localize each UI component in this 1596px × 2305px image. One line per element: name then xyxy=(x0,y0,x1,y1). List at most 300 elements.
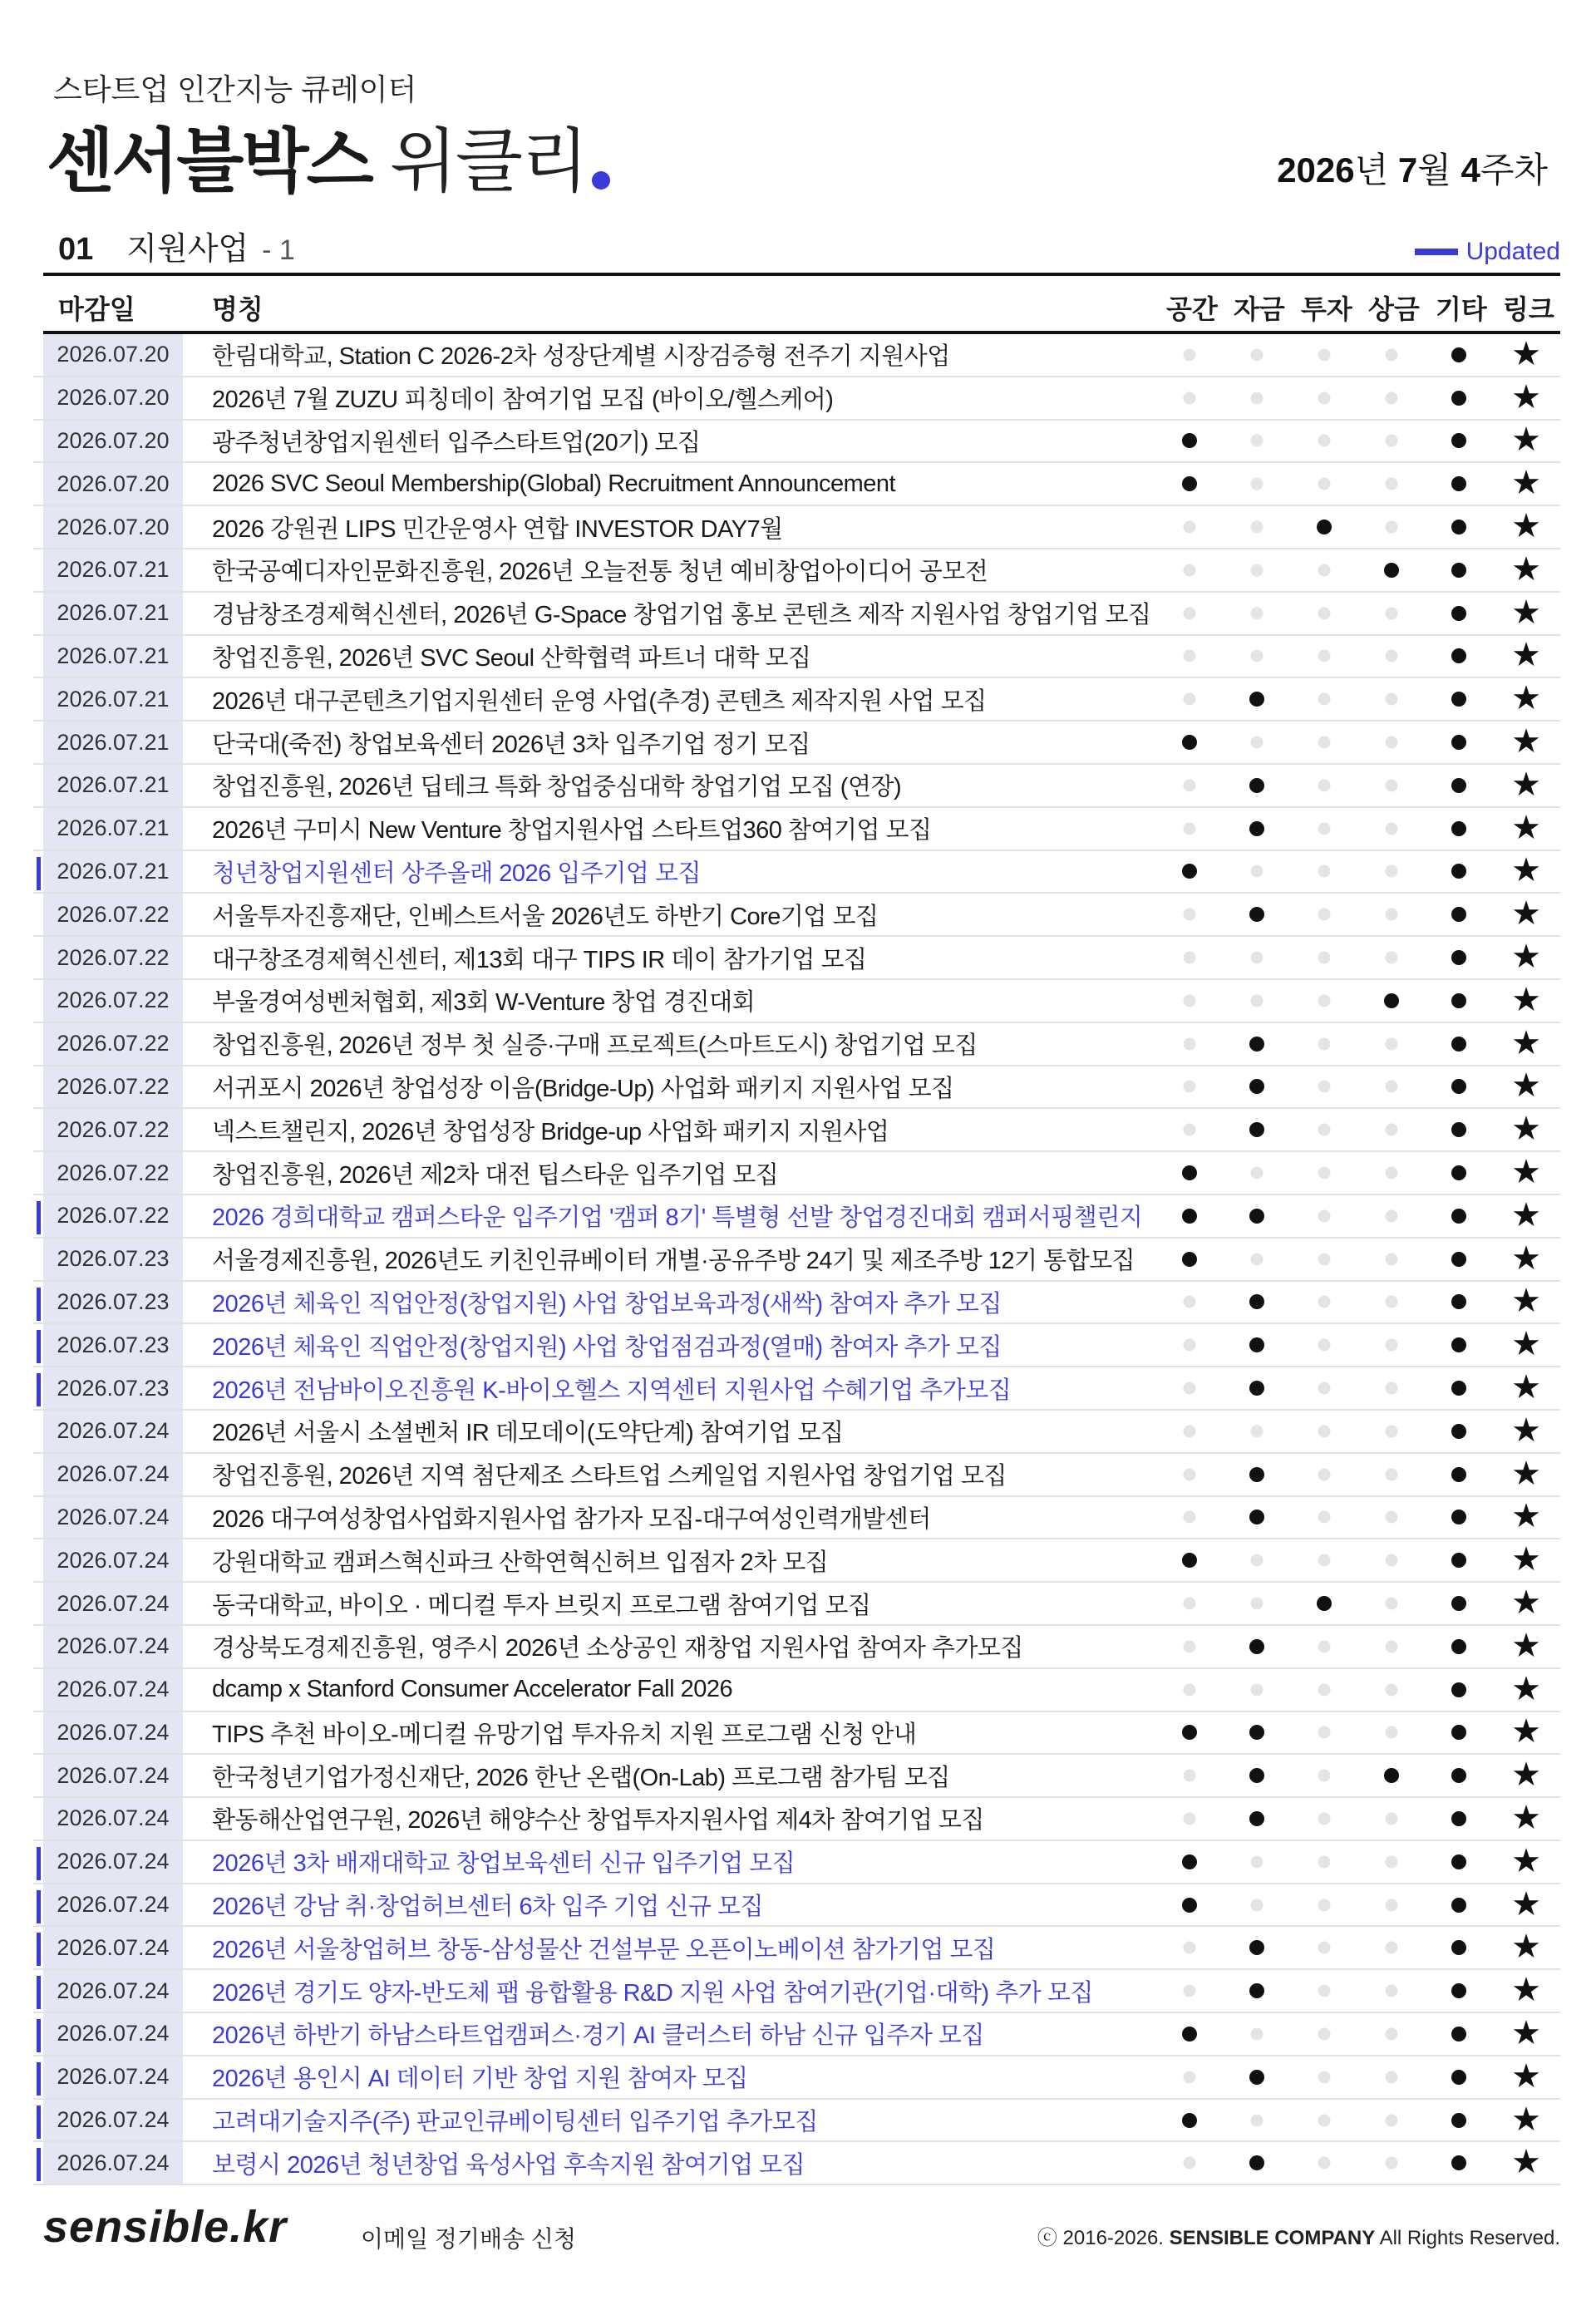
fund-flag-dot-icon xyxy=(1249,2155,1264,2170)
table-row[interactable] xyxy=(33,1023,1560,1066)
col-space: 공간 xyxy=(1166,294,1218,324)
invest-flag-dot-icon xyxy=(1318,1253,1331,1265)
table-row[interactable] xyxy=(33,1927,1560,1970)
table-row[interactable] xyxy=(33,1755,1560,1798)
deadline-cell: 2026.07.24 xyxy=(43,1755,183,1796)
updated-legend-label: Updated xyxy=(1465,238,1560,265)
link-star-icon[interactable]: ★ xyxy=(1511,1239,1541,1277)
link-star-icon[interactable]: ★ xyxy=(1511,1067,1541,1105)
table-row[interactable] xyxy=(33,2013,1560,2056)
invest-flag-dot-icon xyxy=(1318,1683,1331,1696)
table-row[interactable] xyxy=(33,937,1560,980)
table-row[interactable] xyxy=(33,1239,1560,1282)
fund-flag-dot-icon xyxy=(1251,1253,1264,1265)
week-year-suffix: 년 xyxy=(1354,150,1398,190)
fund-flag-dot-icon xyxy=(1249,2070,1264,2085)
prize-flag-dot-icon xyxy=(1386,2114,1398,2126)
link-star-icon[interactable]: ★ xyxy=(1511,1713,1541,1751)
prize-flag-dot-icon xyxy=(1386,693,1398,706)
deadline-cell: 2026.07.24 xyxy=(43,1497,183,1539)
etc-flag-dot-icon xyxy=(1451,778,1466,793)
space-flag-dot-icon xyxy=(1184,822,1196,835)
program-name[interactable]: 2026년 7월 ZUZU 피칭데이 참여기업 모집 (바이오/헬스케어) xyxy=(212,387,834,414)
invest-flag-dot-icon xyxy=(1318,1942,1331,1954)
invest-flag-dot-icon xyxy=(1318,348,1331,361)
fund-flag-dot-icon xyxy=(1249,778,1264,793)
etc-flag-dot-icon xyxy=(1451,2155,1466,2170)
table-row[interactable] xyxy=(33,980,1560,1023)
copyright-prefix: ⓒ 2016-2026. xyxy=(1037,2227,1164,2249)
invest-flag-dot-icon xyxy=(1318,1425,1331,1437)
link-star-icon[interactable]: ★ xyxy=(1511,378,1541,416)
link-star-icon[interactable]: ★ xyxy=(1511,1455,1541,1492)
space-flag-dot-icon xyxy=(1184,392,1196,404)
space-flag-dot-icon xyxy=(1184,1598,1196,1610)
etc-flag-dot-icon xyxy=(1451,1768,1466,1783)
invest-flag-dot-icon xyxy=(1318,1899,1331,1911)
issue-week xyxy=(1277,143,1548,193)
prize-flag-dot-icon xyxy=(1386,952,1398,964)
table-top-rule xyxy=(43,273,1560,276)
space-flag-dot-icon xyxy=(1184,1425,1196,1437)
link-star-icon[interactable]: ★ xyxy=(1511,508,1541,545)
prize-flag-dot-icon xyxy=(1386,1081,1398,1093)
link-star-icon[interactable]: ★ xyxy=(1511,680,1541,717)
table-row[interactable] xyxy=(33,421,1560,464)
table-row[interactable] xyxy=(33,1324,1560,1367)
deadline-cell: 2026.07.24 xyxy=(43,2013,183,2055)
fund-flag-dot-icon xyxy=(1251,435,1264,447)
deadline-cell: 2026.07.21 xyxy=(43,765,183,806)
fund-flag-dot-icon xyxy=(1249,1079,1264,1094)
space-flag-dot-icon xyxy=(1184,348,1196,361)
space-flag-dot-icon xyxy=(1182,864,1197,879)
link-star-icon[interactable]: ★ xyxy=(1511,1412,1541,1450)
prize-flag-dot-icon xyxy=(1386,1468,1398,1480)
space-flag-dot-icon xyxy=(1184,2071,1196,2083)
prize-flag-dot-icon xyxy=(1386,1167,1398,1180)
table-row[interactable] xyxy=(33,722,1560,765)
etc-flag-dot-icon xyxy=(1451,1940,1466,1955)
program-name[interactable]: 2026 대구여성창업사업화지원사업 참가자 모집-대구여성인력개발센터 xyxy=(212,1505,931,1533)
link-star-icon[interactable]: ★ xyxy=(1511,1541,1541,1579)
table-row[interactable] xyxy=(33,1626,1560,1669)
space-flag-dot-icon xyxy=(1184,1942,1196,1954)
table-row[interactable] xyxy=(33,1411,1560,1454)
table-row[interactable] xyxy=(33,1884,1560,1928)
program-name[interactable]: 2026년 3차 배재대학교 창업보육센터 신규 입주기업 모집 xyxy=(212,1850,796,1878)
link-star-icon[interactable]: ★ xyxy=(1511,637,1541,674)
etc-flag-dot-icon xyxy=(1451,821,1466,836)
link-star-icon[interactable]: ★ xyxy=(1511,1283,1541,1320)
table-row[interactable] xyxy=(33,1669,1560,1712)
invest-flag-dot-icon xyxy=(1317,520,1332,534)
program-name[interactable]: 단국대(죽전) 창업보육센터 2026년 3차 입주기업 정기 모집 xyxy=(212,731,810,758)
link-star-icon[interactable]: ★ xyxy=(1511,2015,1541,2052)
link-star-icon[interactable]: ★ xyxy=(1511,1972,1541,2009)
link-star-icon[interactable]: ★ xyxy=(1511,1842,1541,1879)
deadline-cell: 2026.07.21 xyxy=(43,808,183,850)
invest-flag-dot-icon xyxy=(1317,1596,1332,1611)
table-row[interactable] xyxy=(33,1152,1560,1195)
fund-flag-dot-icon xyxy=(1251,1598,1264,1610)
link-star-icon[interactable]: ★ xyxy=(1511,465,1541,502)
program-name[interactable]: 창업진흥원, 2026년 딥테크 특화 창업중심대학 창업기업 모집 (연장) xyxy=(212,774,902,801)
table-row[interactable] xyxy=(33,1583,1560,1626)
prize-flag-dot-icon xyxy=(1386,1985,1398,1997)
prize-flag-dot-icon xyxy=(1386,1812,1398,1825)
link-star-icon[interactable]: ★ xyxy=(1511,1326,1541,1363)
col-etc: 기타 xyxy=(1436,294,1487,324)
fund-flag-dot-icon xyxy=(1251,865,1264,878)
prize-flag-dot-icon xyxy=(1386,1382,1398,1395)
link-star-icon[interactable]: ★ xyxy=(1511,938,1541,976)
prize-flag-dot-icon xyxy=(1386,392,1398,404)
link-star-icon[interactable]: ★ xyxy=(1511,593,1541,631)
col-deadline: 마감일 xyxy=(58,294,135,324)
program-name[interactable]: 2026년 용인시 AI 데이터 기반 창업 지원 참여자 모집 xyxy=(212,2066,748,2093)
etc-flag-dot-icon xyxy=(1451,520,1466,534)
etc-flag-dot-icon xyxy=(1451,1037,1466,1052)
prize-flag-dot-icon xyxy=(1384,993,1399,1008)
program-name[interactable]: 서귀포시 2026년 창업성장 이음(Bridge-Up) 사업화 패키지 지원사업 모집 xyxy=(212,1075,954,1102)
program-name[interactable]: 2026 경희대학교 캠퍼스타운 입주기업 '캠퍼 8기' 특별형 선발 창업경진대회 캠퍼서핑챌린지 xyxy=(212,1204,1143,1232)
fund-flag-dot-icon xyxy=(1251,521,1264,534)
table-row[interactable] xyxy=(33,2100,1560,2143)
link-star-icon[interactable]: ★ xyxy=(1511,2057,1541,2095)
week-month: 7 xyxy=(1397,150,1418,190)
etc-flag-dot-icon xyxy=(1451,1639,1466,1654)
program-name[interactable]: 한림대학교, Station C 2026-2차 성장단계별 시장검증형 전주기 지원사업 xyxy=(212,343,950,371)
col-link: 링크 xyxy=(1503,294,1554,324)
program-name[interactable]: 환동해산업연구원, 2026년 해양수산 창업투자지원사업 제4차 참여기업 모집 xyxy=(212,1807,984,1835)
table-row[interactable] xyxy=(33,2142,1560,2185)
table-row[interactable] xyxy=(33,808,1560,851)
invest-flag-dot-icon xyxy=(1318,994,1331,1007)
program-name[interactable]: 서울경제진흥원, 2026년도 키친인큐베이터 개별·공유주방 24기 및 제조주방 12기 통합모집 xyxy=(212,1248,1135,1275)
link-star-icon[interactable]: ★ xyxy=(1511,2101,1541,2138)
fund-flag-dot-icon xyxy=(1249,1510,1264,1524)
link-star-icon[interactable]: ★ xyxy=(1511,421,1541,459)
table-row[interactable] xyxy=(33,1282,1560,1325)
etc-flag-dot-icon xyxy=(1451,1165,1466,1180)
invest-flag-dot-icon xyxy=(1318,1124,1331,1136)
fund-flag-dot-icon xyxy=(1251,392,1264,404)
table-row[interactable] xyxy=(33,549,1560,593)
etc-flag-dot-icon xyxy=(1451,1983,1466,1998)
deadline-cell: 2026.07.22 xyxy=(43,937,183,978)
table-row[interactable] xyxy=(33,1798,1560,1841)
prize-flag-dot-icon xyxy=(1386,1554,1398,1567)
etc-flag-dot-icon xyxy=(1451,1381,1466,1396)
etc-flag-dot-icon xyxy=(1451,1252,1466,1267)
fund-flag-dot-icon xyxy=(1249,1983,1264,1998)
prize-flag-dot-icon xyxy=(1386,909,1398,921)
program-name[interactable]: 2026년 강남 취·창업허브센터 6차 입주 기업 신규 모집 xyxy=(212,1894,763,1921)
program-name[interactable]: 2026 강원권 LIPS 민간운영사 연합 INVESTOR DAY7월 xyxy=(212,515,783,543)
prize-flag-dot-icon xyxy=(1386,822,1398,835)
fund-flag-dot-icon xyxy=(1249,1337,1264,1352)
space-flag-dot-icon xyxy=(1184,1511,1196,1524)
space-flag-dot-icon xyxy=(1184,1037,1196,1050)
table-row[interactable] xyxy=(33,377,1560,421)
deadline-cell: 2026.07.22 xyxy=(43,894,183,935)
fund-flag-dot-icon xyxy=(1251,994,1264,1007)
deadline-cell: 2026.07.22 xyxy=(43,1152,183,1194)
link-star-icon[interactable]: ★ xyxy=(1511,1627,1541,1664)
fund-flag-dot-icon xyxy=(1249,1294,1264,1309)
col-name: 명칭 xyxy=(212,294,264,324)
fund-flag-dot-icon xyxy=(1251,952,1264,964)
prize-flag-dot-icon xyxy=(1386,1640,1398,1652)
etc-flag-dot-icon xyxy=(1451,391,1466,406)
program-name[interactable]: 2026년 전남바이오진흥원 K-바이오헬스 지역센터 지원사업 수혜기업 추가모집 xyxy=(212,1377,1012,1404)
etc-flag-dot-icon xyxy=(1451,692,1466,707)
program-name[interactable]: 경남창조경제혁신센터, 2026년 G-Space 창업기업 홍보 콘텐츠 제작 지원사업 창업기업 모집 xyxy=(212,602,1151,629)
table-row[interactable] xyxy=(33,636,1560,679)
program-name[interactable]: dcamp x Stanford Consumer Accelerator Fall 2026 xyxy=(212,1676,733,1703)
prize-flag-dot-icon xyxy=(1386,1209,1398,1222)
updated-legend xyxy=(1415,238,1560,266)
program-name[interactable]: 고려대기술지주(주) 판교인큐베이팅센터 입주기업 추가모집 xyxy=(212,2109,818,2136)
program-name[interactable]: 넥스트챌린지, 2026년 창업성장 Bridge-up 사업화 패키지 지원사업 xyxy=(212,1118,889,1145)
program-name[interactable]: 강원대학교 캠퍼스혁신파크 산학연혁신허브 입점자 2차 모집 xyxy=(212,1549,829,1576)
fund-flag-dot-icon xyxy=(1249,1122,1264,1137)
space-flag-dot-icon xyxy=(1184,1382,1196,1395)
space-flag-dot-icon xyxy=(1184,1683,1196,1696)
link-star-icon[interactable]: ★ xyxy=(1511,1024,1541,1061)
program-name[interactable]: 2026년 서울창업허브 창동-삼성물산 건설부문 오픈이노베이션 참가기업 모집 xyxy=(212,1936,996,1963)
link-star-icon[interactable]: ★ xyxy=(1511,1800,1541,1837)
fund-flag-dot-icon xyxy=(1249,1725,1264,1740)
space-flag-dot-icon xyxy=(1182,433,1197,448)
subscribe-link[interactable]: 이메일 정기배송 신청 xyxy=(361,2226,576,2252)
link-star-icon[interactable]: ★ xyxy=(1511,1498,1541,1535)
link-star-icon[interactable]: ★ xyxy=(1511,1885,1541,1923)
etc-flag-dot-icon xyxy=(1451,1510,1466,1524)
prize-flag-dot-icon xyxy=(1386,478,1398,490)
table-row[interactable] xyxy=(33,506,1560,549)
table-row[interactable] xyxy=(33,1367,1560,1411)
program-name[interactable]: 2026 SVC Seoul Membership(Global) Recruitment Announcement xyxy=(212,470,896,497)
fund-flag-dot-icon xyxy=(1251,2027,1264,2040)
table-row[interactable] xyxy=(33,1066,1560,1110)
table-row[interactable] xyxy=(33,334,1560,377)
section-title: 지원사업 xyxy=(126,232,249,267)
fund-flag-dot-icon xyxy=(1251,607,1264,619)
col-invest: 투자 xyxy=(1301,294,1352,324)
prize-flag-dot-icon xyxy=(1386,607,1398,619)
table-row[interactable] xyxy=(33,463,1560,506)
link-star-icon[interactable]: ★ xyxy=(1511,336,1541,373)
space-flag-dot-icon xyxy=(1184,1468,1196,1480)
deadline-cell: 2026.07.24 xyxy=(43,1798,183,1840)
deadline-cell: 2026.07.24 xyxy=(43,1411,183,1452)
invest-flag-dot-icon xyxy=(1318,736,1331,749)
deadline-cell: 2026.07.24 xyxy=(43,1712,183,1754)
etc-flag-dot-icon xyxy=(1451,1725,1466,1740)
prize-flag-dot-icon xyxy=(1386,1683,1398,1696)
table-row[interactable] xyxy=(33,1195,1560,1239)
program-name[interactable]: 보령시 2026년 청년창업 육성사업 후속지원 참여기업 모집 xyxy=(212,2151,805,2179)
link-star-icon[interactable]: ★ xyxy=(1511,1111,1541,1148)
link-star-icon[interactable]: ★ xyxy=(1511,551,1541,589)
invest-flag-dot-icon xyxy=(1318,1037,1331,1050)
table-row[interactable] xyxy=(33,1539,1560,1583)
program-name[interactable]: 창업진흥원, 2026년 제2차 대전 팁스타운 입주기업 모집 xyxy=(212,1161,779,1189)
table-row[interactable] xyxy=(33,1970,1560,2013)
program-name[interactable]: 동국대학교, 바이오 · 메디컬 투자 브릿지 프로그램 참여기업 모집 xyxy=(212,1592,871,1619)
link-star-icon[interactable]: ★ xyxy=(1511,1197,1541,1234)
deadline-cell: 2026.07.22 xyxy=(43,1109,183,1150)
program-name[interactable]: 경상북도경제진흥원, 영주시 2026년 소상공인 재창업 지원사업 참여자 추가모집 xyxy=(212,1635,1023,1662)
program-name[interactable]: 창업진흥원, 2026년 지역 첨단제조 스타트업 스케일업 지원사업 창업기업 모집 xyxy=(212,1463,1007,1490)
deadline-cell: 2026.07.22 xyxy=(43,1023,183,1065)
fund-flag-dot-icon xyxy=(1251,564,1264,576)
program-name[interactable]: 2026년 구미시 New Venture 창업지원사업 스타트업360 참여기업 모집 xyxy=(212,817,932,845)
space-flag-dot-icon xyxy=(1182,1252,1197,1267)
deadline-cell: 2026.07.20 xyxy=(43,463,183,505)
table-row[interactable] xyxy=(33,1454,1560,1497)
program-name[interactable]: 2026년 하반기 하남스타트업캠퍼스·경기 AI 클러스터 하남 신규 입주자 모집 xyxy=(212,2022,984,2050)
link-star-icon[interactable]: ★ xyxy=(1511,1928,1541,1966)
fund-flag-dot-icon xyxy=(1251,2114,1264,2126)
table-row[interactable] xyxy=(33,1841,1560,1884)
program-name[interactable]: 2026년 체육인 직업안정(창업지원) 사업 창업보육과정(새싹) 참여자 추가 모집 xyxy=(212,1290,1002,1317)
invest-flag-dot-icon xyxy=(1318,478,1331,490)
etc-flag-dot-icon xyxy=(1451,1467,1466,1482)
link-star-icon[interactable]: ★ xyxy=(1511,1756,1541,1794)
program-name[interactable]: 창업진흥원, 2026년 SVC Seoul 산학협력 파트너 대학 모집 xyxy=(212,644,811,672)
etc-flag-dot-icon xyxy=(1451,950,1466,965)
invest-flag-dot-icon xyxy=(1318,1339,1331,1352)
etc-flag-dot-icon xyxy=(1451,907,1466,922)
etc-flag-dot-icon xyxy=(1451,1682,1466,1697)
invest-flag-dot-icon xyxy=(1318,1382,1331,1395)
etc-flag-dot-icon xyxy=(1451,1294,1466,1309)
prize-flag-dot-icon xyxy=(1386,779,1398,791)
fund-flag-dot-icon xyxy=(1251,1899,1264,1911)
link-star-icon[interactable]: ★ xyxy=(1511,1369,1541,1406)
table-row[interactable] xyxy=(33,1497,1560,1540)
deadline-cell: 2026.07.20 xyxy=(43,421,183,462)
tagline: 스타트업 인간지능 큐레이터 xyxy=(53,72,417,106)
etc-flag-dot-icon xyxy=(1451,1122,1466,1137)
prize-flag-dot-icon xyxy=(1386,1339,1398,1352)
invest-flag-dot-icon xyxy=(1318,435,1331,447)
link-star-icon[interactable]: ★ xyxy=(1511,1584,1541,1622)
brand-main: 센서블박스 xyxy=(47,122,372,200)
invest-flag-dot-icon xyxy=(1318,909,1331,921)
deadline-cell: 2026.07.23 xyxy=(43,1324,183,1366)
link-star-icon[interactable]: ★ xyxy=(1511,766,1541,804)
program-name[interactable]: 2026년 서울시 소셜벤처 IR 데모데이(도약단계) 참여기업 모집 xyxy=(212,1420,844,1447)
invest-flag-dot-icon xyxy=(1318,693,1331,706)
table-row[interactable] xyxy=(33,765,1560,808)
table-row[interactable] xyxy=(33,1109,1560,1152)
invest-flag-dot-icon xyxy=(1318,1985,1331,1997)
etc-flag-dot-icon xyxy=(1451,2113,1466,2128)
link-star-icon[interactable]: ★ xyxy=(1511,723,1541,761)
prize-flag-dot-icon xyxy=(1386,1942,1398,1954)
etc-flag-dot-icon xyxy=(1451,1811,1466,1826)
program-name[interactable]: 2026년 경기도 양자-반도체 팹 융합활용 R&D 지원 사업 참여기관(기업·대학) 추가 모집 xyxy=(212,1979,1093,2007)
space-flag-dot-icon xyxy=(1184,607,1196,619)
fund-flag-dot-icon xyxy=(1249,907,1264,922)
invest-flag-dot-icon xyxy=(1318,2027,1331,2040)
brand-title xyxy=(47,105,610,200)
invest-flag-dot-icon xyxy=(1318,779,1331,791)
table-row[interactable] xyxy=(33,1712,1560,1756)
fund-flag-dot-icon xyxy=(1249,1467,1264,1482)
week-suffix: 주차 xyxy=(1480,150,1548,190)
prize-flag-dot-icon xyxy=(1386,2157,1398,2170)
prize-flag-dot-icon xyxy=(1386,1425,1398,1437)
table-row[interactable] xyxy=(33,593,1560,636)
table-row[interactable] xyxy=(33,2056,1560,2100)
link-star-icon[interactable]: ★ xyxy=(1511,895,1541,933)
invest-flag-dot-icon xyxy=(1318,1081,1331,1093)
deadline-cell: 2026.07.24 xyxy=(43,1583,183,1624)
program-table xyxy=(33,334,1560,2185)
program-name[interactable]: 청년창업지원센터 상주올래 2026 입주기업 모집 xyxy=(212,859,701,887)
link-star-icon[interactable]: ★ xyxy=(1511,982,1541,1019)
program-name[interactable]: TIPS 추천 바이오-메디컬 유망기업 투자유치 지원 프로그램 신청 안내 xyxy=(212,1721,917,1748)
program-name[interactable]: 한국청년기업가정신재단, 2026 한난 온랩(On-Lab) 프로그램 참가팀 모집 xyxy=(212,1764,950,1791)
etc-flag-dot-icon xyxy=(1451,1553,1466,1568)
link-star-icon[interactable]: ★ xyxy=(1511,852,1541,889)
table-row[interactable] xyxy=(33,894,1560,937)
deadline-cell: 2026.07.24 xyxy=(43,1626,183,1667)
space-flag-dot-icon xyxy=(1184,1339,1196,1352)
link-star-icon[interactable]: ★ xyxy=(1511,1154,1541,1191)
space-flag-dot-icon xyxy=(1184,1124,1196,1136)
link-star-icon[interactable]: ★ xyxy=(1511,809,1541,846)
invest-flag-dot-icon xyxy=(1318,1812,1331,1825)
link-star-icon[interactable]: ★ xyxy=(1511,1670,1541,1707)
program-name[interactable]: 한국공예디자인문화진흥원, 2026년 오늘전통 청년 예비창업아이디어 공모전 xyxy=(212,559,988,586)
fund-flag-dot-icon xyxy=(1249,1381,1264,1396)
section-part: - 1 xyxy=(262,234,295,266)
program-name[interactable]: 2026년 대구콘텐츠기업지원센터 운영 사업(추경) 콘텐츠 제작지원 사업 모집 xyxy=(212,687,987,715)
week-month-suffix: 월 xyxy=(1417,150,1461,190)
space-flag-dot-icon xyxy=(1182,2113,1197,2128)
prize-flag-dot-icon xyxy=(1386,1598,1398,1610)
program-name[interactable]: 2026년 체육인 직업안정(창업지원) 사업 창업점검과정(열매) 참여자 추가 모집 xyxy=(212,1333,1002,1361)
program-name[interactable]: 부울경여성벤처협회, 제3회 W-Venture 창업 경진대회 xyxy=(212,989,756,1017)
deadline-cell: 2026.07.21 xyxy=(43,722,183,763)
link-star-icon[interactable]: ★ xyxy=(1511,2144,1541,2181)
fund-flag-dot-icon xyxy=(1251,1855,1264,1868)
space-flag-dot-icon xyxy=(1184,1985,1196,1997)
table-row[interactable] xyxy=(33,851,1560,894)
deadline-cell: 2026.07.23 xyxy=(43,1239,183,1280)
space-flag-dot-icon xyxy=(1182,476,1197,491)
prize-flag-dot-icon xyxy=(1386,1037,1398,1050)
invest-flag-dot-icon xyxy=(1318,2157,1331,2170)
program-name[interactable]: 서울투자진흥재단, 인베스트서울 2026년도 하반기 Core기업 모집 xyxy=(212,903,879,930)
space-flag-dot-icon xyxy=(1184,1770,1196,1782)
space-flag-dot-icon xyxy=(1184,779,1196,791)
etc-flag-dot-icon xyxy=(1451,1424,1466,1439)
program-name[interactable]: 대구창조경제혁신센터, 제13회 대구 TIPS IR 데이 참가기업 모집 xyxy=(212,946,867,973)
prize-flag-dot-icon xyxy=(1386,2071,1398,2083)
table-row[interactable] xyxy=(33,678,1560,722)
program-name[interactable]: 광주청년창업지원센터 입주스타트업(20기) 모집 xyxy=(212,429,701,456)
program-name[interactable]: 창업진흥원, 2026년 정부 첫 실증·구매 프로젝트(스마트도시) 창업기업 모집 xyxy=(212,1032,978,1060)
footer-logo[interactable]: sensible.kr xyxy=(43,2202,288,2252)
fund-flag-dot-icon xyxy=(1251,478,1264,490)
